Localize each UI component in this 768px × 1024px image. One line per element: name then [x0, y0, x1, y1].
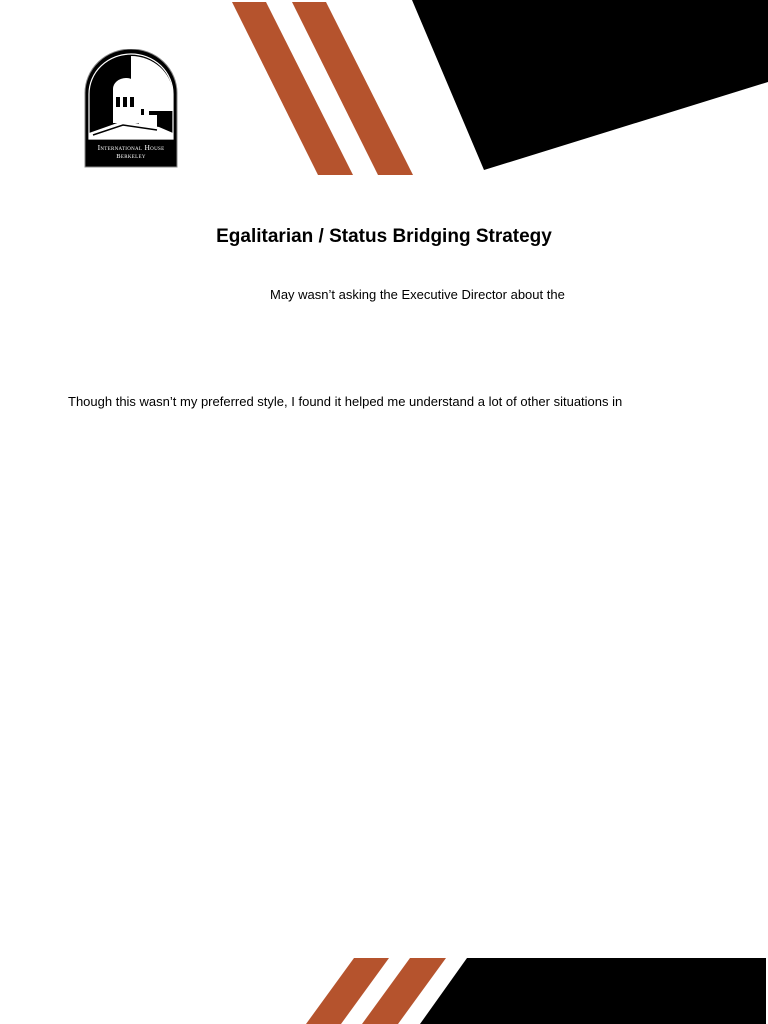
footer-black-shape: [420, 958, 766, 1024]
paragraph-2: Though this wasn’t my preferred style, I found it helped me understand a lot of other situations in: [68, 394, 623, 409]
paragraph-1: May wasn’t asking the Executive Director about the: [270, 287, 565, 302]
header-black-shape: [412, 0, 768, 170]
international-house-logo: [83, 49, 179, 169]
logo-text-line2: Berkeley: [116, 153, 146, 160]
logo-text-line1: International House: [97, 143, 165, 152]
document-title: Egalitarian / Status Bridging Strategy: [216, 226, 552, 247]
